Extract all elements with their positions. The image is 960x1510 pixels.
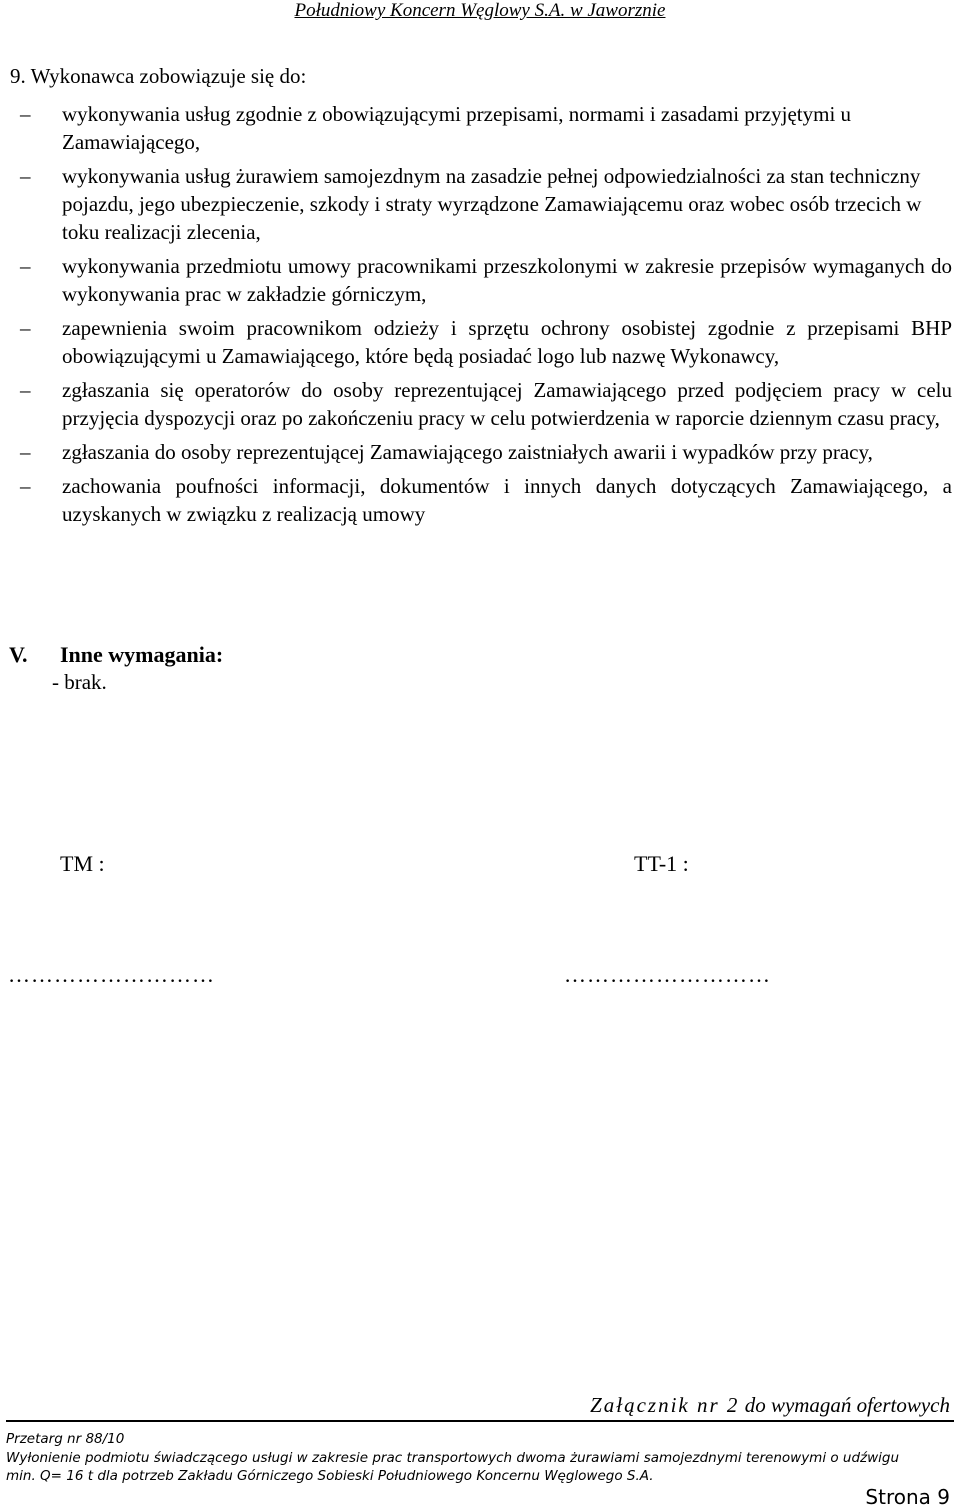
page-header-company: Południowy Koncern Węglowy S.A. w Jaworznie <box>294 0 666 21</box>
section-v-title: Inne wymagania: <box>60 642 224 667</box>
signature-line-tt1: ……………………… <box>564 962 771 987</box>
obligations-list <box>20 100 952 534</box>
section-v-heading <box>9 642 223 668</box>
list-item <box>20 438 952 466</box>
list-item-text: zgłaszania się operatorów do osoby reprezentującej Zamawiającego przed podjęciem pracy w celu przyjęcia dyspozycji oraz po zakończeniu pracy w celu potwierdzenia w raporcie dziennym czasu pracy, <box>62 378 952 430</box>
section-v-body: - brak. <box>52 670 107 694</box>
list-item <box>20 100 952 156</box>
dash-bullet: – <box>20 254 31 278</box>
list-item-text: zachowania poufności informacji, dokumentów i innych danych dotyczących Zamawiającego, a uzyskanych w związku z realizacją umowy <box>62 474 952 526</box>
list-item <box>20 472 952 528</box>
list-item <box>20 162 952 246</box>
footer-description-line-1: Wyłonienie podmiotu świadczącego usługi w zakresie prac transportowych dwoma żurawiami samojezdnymi terenowymi o udźwigu <box>6 1450 900 1466</box>
dash-bullet: – <box>20 474 31 498</box>
footer-attachment-number: Załącznik nr 2 <box>590 1393 740 1417</box>
footer-description-line-2: min. Q= 16 t dla potrzeb Zakładu Górniczego Sobieski Południowego Koncernu Węglowego S.A. <box>6 1468 654 1484</box>
dash-bullet: – <box>20 316 31 340</box>
section-v-number: V. <box>9 642 28 667</box>
list-item-text: wykonywania usług żurawiem samojezdnym na zasadzie pełnej odpowiedzialności za stan techniczny pojazdu, jego ubezpieczenie, szkody i straty wyrządzone Zamawiającemu oraz wobec osób trzecich w toku realizacji zlecenia, <box>62 164 922 244</box>
footer-divider <box>6 1420 954 1422</box>
list-item-text: zgłaszania do osoby reprezentującej Zamawiającego zaistniałych awarii i wypadków przy pracy, <box>62 440 873 464</box>
list-item <box>20 252 952 308</box>
section-9-title: 9. Wykonawca zobowiązuje się do: <box>10 64 307 88</box>
list-item-text: wykonywania usług zgodnie z obowiązującymi przepisami, normami i zasadami przyjętymi u Zamawiającego, <box>62 102 852 154</box>
signature-label-tm: TM : <box>60 851 105 876</box>
list-item-text: zapewnienia swoim pracownikom odzieży i sprzętu ochrony osobistej zgodnie z przepisami BHP obowiązującymi u Zamawiającego, które będą posiadać logo lub nazwę Wykonawcy, <box>62 316 952 368</box>
dash-bullet: – <box>20 378 31 402</box>
list-item-text: wykonywania przedmiotu umowy pracownikami przeszkolonymi w zakresie przepisów wymaganych do wykonywania prac w zakładzie górniczym, <box>62 254 952 306</box>
dash-bullet: – <box>20 164 31 188</box>
page-number: Strona 9 <box>865 1485 950 1509</box>
list-item <box>20 376 952 432</box>
footer-attachment-title <box>590 1393 950 1418</box>
footer-tender-number: Przetarg nr 88/10 <box>6 1431 125 1447</box>
list-item <box>20 314 952 370</box>
signature-line-tm: ……………………… <box>8 962 215 987</box>
dash-bullet: – <box>20 440 31 464</box>
signature-label-tt1: TT-1 : <box>634 851 689 876</box>
dash-bullet: – <box>20 102 31 126</box>
footer-attachment-rest: do wymagań ofertowych <box>739 1393 950 1417</box>
